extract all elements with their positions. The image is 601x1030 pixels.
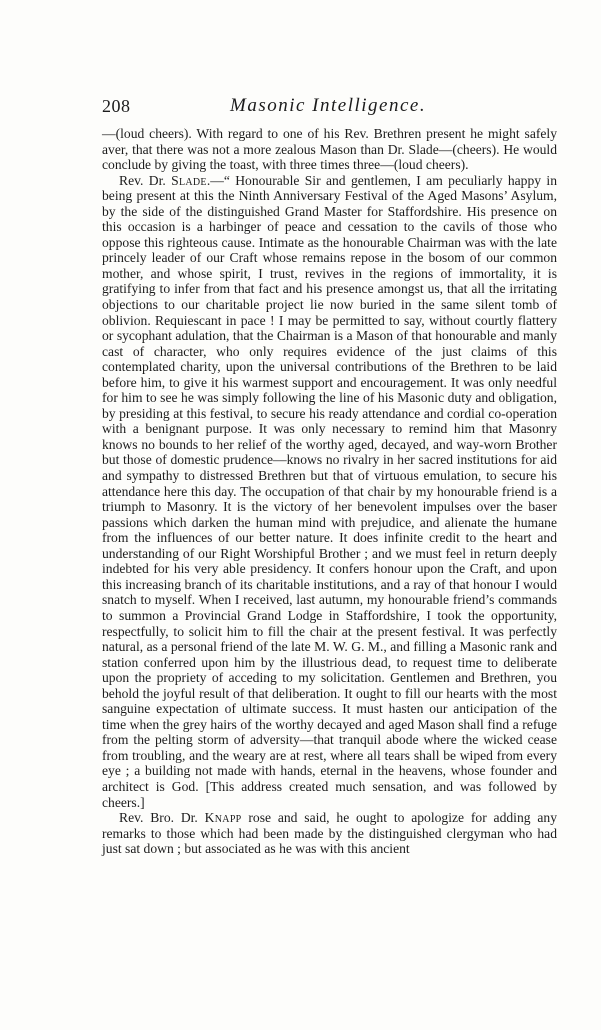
speaker-name: Slade bbox=[171, 172, 207, 188]
speaker-title: Rev. Dr. bbox=[119, 172, 172, 188]
paragraph-continuation bbox=[102, 126, 557, 173]
speaker-name: Knapp bbox=[204, 810, 242, 826]
page-number: 208 bbox=[102, 96, 131, 116]
paragraph-knapp-speech bbox=[102, 810, 557, 857]
body-text bbox=[102, 126, 557, 857]
paragraph-text: .—“ Honourable Sir and gentlemen, I am peculiarly happy in being present at this the Ninth Anniversary Festival of the Aged Masons’ Asylum, by the side of the distinguished Grand Master for Staffordshire. His presence on this occasion is a harbinger of peace and cessation to the cavils of those who oppose this righteous cause. Intimate as the honourable Chairman was with the late princely leader of our Craft whose remains repose in the bosom of our common mother, and whose spirit, I trust, revives in the regions of immortality, it is gratifying to infer from that fact and his presence amongst us, that all the irritating objections to our charitable project lie now buried in the same silent tomb of oblivion. Requiescant in pace ! I may be permitted to say, without courtly flattery or sycophant adulation, that the Chairman is a Mason of that honourable and manly cast of character, who only requires evidence of the just claims of this contemplated charity, upon the universal contributions of the Brethren to be laid before him, to give it his warmest support and encouragement. It was only needful for him to see he was simply following the line of his Masonic duty and obligation, by presiding at this festival, to secure his ready attendance and cordial co-operation with a benignant purpose. It was only necessary to remind him that Masonry knows no bounds to her relief of the worthy aged, decayed, and way-worn Brother but those of domestic prudence—knows no rivalry in her sacred institutions for aid and sympathy to distressed Brethren but that of virtuous emulation, to secure his attendance here this day. The occupation of that chair by my honourable friend is a triumph to Masonry. It is the victory of her benevolent impulses over the baser passions which darken the human mind with prejudice, and alienate the humane from the influences of our better nature. It does infinite credit to the heart and understanding of our Right Worshipful Brother ; and we must feel in return deeply indebted for his very able presidency. It confers honour upon the Craft, and upon this increasing branch of its charitable institutions, and a ray of that honour I would snatch to myself. When I received, last autumn, my honourable friend’s commands to summon a Provincial Grand Lodge in Staffordshire, I took the opportunity, respectfully, to solicit him to fill the chair at the present festival. It was perfectly natural, as a personal friend of the late M. W. G. M., and filling a Masonic rank and station conferred upon him by the illustrious dead, to request time to deliberate upon the propriety of acceding to my solicitation. Gentlemen and Brethren, you behold the joyful result of that deliberation. It ought to fill our hearts with the most sanguine expectation of ultimate success. It must hasten our anticipation of the time when the grey hairs of the worthy decayed and aged Mason shall find a refuge from the pelting storm of adversity—that tranquil abode where the wicked cease from troubling, and the weary are at rest, where all tears shall be wiped from every eye ; a building not made with hands, eternal in the heavens, whose founder and architect is God. [This address created much sensation, and was followed by cheers.] bbox=[102, 172, 557, 810]
paragraph-text: —(loud cheers). With regard to one of his Rev. Brethren present he might safely aver, that there was not a more zealous Mason than Dr. Slade—(cheers). He would conclude by giving the toast, with three times three—(loud cheers). bbox=[102, 126, 557, 173]
running-title: Masonic Intelligence. bbox=[230, 95, 427, 116]
speaker-title: Rev. Bro. Dr. bbox=[119, 810, 205, 826]
paragraph-slade-speech bbox=[102, 173, 557, 810]
paragraph-text: rose and said, he ought to apologize for adding any remarks to those which had been made by the distinguished clergyman who had just sat down ; but associated as he was with this ancient bbox=[102, 810, 557, 857]
page-header bbox=[102, 96, 557, 120]
